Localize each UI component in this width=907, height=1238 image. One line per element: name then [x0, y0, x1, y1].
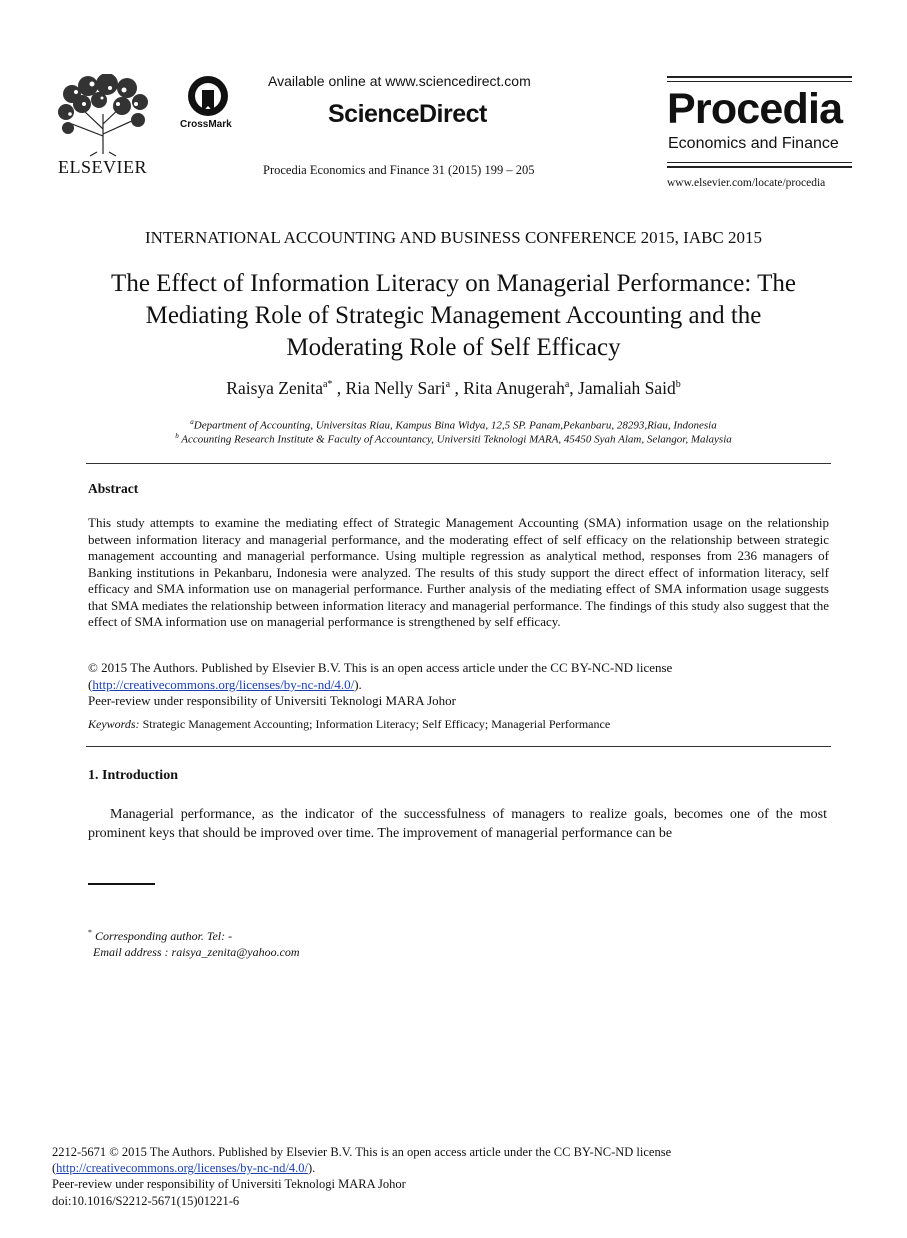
- available-online: Available online at www.sciencedirect.com: [268, 73, 531, 89]
- keywords: [88, 717, 610, 732]
- paren-open: (: [52, 1161, 57, 1175]
- footnote-email: Email address : raisya_zenita@yahoo.com: [93, 945, 300, 959]
- author-separator: ,: [569, 378, 579, 398]
- paper-title: [60, 268, 847, 364]
- procedia-rule-bottom: [667, 166, 852, 168]
- footnote-mark: *: [88, 928, 92, 937]
- author-separator: ,: [332, 378, 346, 398]
- author-affil-mark: a: [564, 379, 570, 391]
- procedia-subtitle: Economics and Finance: [668, 135, 839, 152]
- author-name: Jamaliah Said: [578, 378, 676, 398]
- footer-peer-review: Peer-review under responsibility of Universiti Teknologi MARA Johor: [52, 1177, 406, 1191]
- paren-close: ).: [354, 677, 362, 692]
- peer-review-line: Peer-review under responsibility of Universiti Teknologi MARA Johor: [88, 693, 456, 708]
- paren-open: (: [88, 677, 93, 692]
- journal-reference: Procedia Economics and Finance 31 (2015) 199 – 205: [263, 163, 535, 177]
- paren-close: ).: [307, 1161, 316, 1175]
- affiliation-text: Accounting Research Institute & Faculty of Accountancy, Universiti Teknologi MARA, 45450 Syah Alam, Selangor, Malaysia: [178, 433, 732, 446]
- footer-license-line: 2212-5671 © 2015 The Authors. Published by Elsevier B.V. This is an open access article under the CC BY-NC-ND license: [52, 1145, 672, 1159]
- procedia-rule-bottom-thin: [667, 162, 852, 163]
- title-line: The Effect of Information Literacy on Managerial Performance: The: [111, 270, 796, 297]
- publisher-logo-text: ELSEVIER: [58, 157, 147, 177]
- author-affil-mark: b: [675, 379, 681, 391]
- author-list: [0, 378, 907, 399]
- abstract-heading: Abstract: [88, 481, 139, 496]
- footnote-rule: [88, 883, 155, 885]
- author-affil-mark: a: [445, 379, 451, 391]
- affiliation-text: Department of Accounting, Universitas Riau, Kampus Bina Widya, 12,5 SP. Panam,Pekanbaru, 28293,Riau, Indonesia: [193, 419, 717, 432]
- intro-heading: 1. Introduction: [88, 768, 178, 783]
- license-link[interactable]: http://creativecommons.org/licenses/by-nc-nd/4.0/: [92, 677, 355, 692]
- sciencedirect-logo: ScienceDirect: [328, 100, 487, 128]
- title-line: Moderating Role of Self Efficacy: [286, 334, 621, 361]
- footer-doi[interactable]: doi:10.1016/S2212-5671(15)01221-6: [52, 1194, 240, 1208]
- affiliation-a: [0, 418, 907, 432]
- procedia-rule-top: [667, 76, 852, 78]
- intro-text: Managerial performance, as the indicator of the successfulness of managers to realize goals, becomes one of the most prominent keys that should be improved over time. The improvement of managerial performance can be: [88, 807, 827, 841]
- abstract-text: This study attempts to examine the mediating effect of Strategic Management Accounting (SMA) information usage on the relationship between information literacy and managerial performance, and the moderating effect of self efficacy on the relationship between strategic management accounting and managerial performance. Using multiple regression as analytical method, responses from 236 managers of Banking institutions in Pekanbaru, Indonesia were analyzed. The results of this study support the direct effect of information literacy, self efficacy and SMA information use on managerial performance. Further analysis of the mediating effect of SMA information usage suggests that SMA mediates the relationship between information literacy and managerial performance. The findings of this study also suggest that the effect of SMA information use on managerial performance is strengthened by self efficacy.: [88, 515, 829, 629]
- affiliation-mark: b: [175, 432, 179, 440]
- license-line: © 2015 The Authors. Published by Elsevier B.V. This is an open access article under the CC BY-NC-ND license: [88, 660, 673, 675]
- license-link-line: [88, 677, 362, 693]
- affiliation-mark: a: [190, 418, 194, 426]
- footer-link-line: [52, 1161, 315, 1176]
- author-name: Ria Nelly Sari: [345, 378, 446, 398]
- author-name: Rita Anugerah: [463, 378, 565, 398]
- author-separator: ,: [450, 378, 464, 398]
- crossmark-label: CrossMark: [180, 119, 232, 130]
- conference-name: INTERNATIONAL ACCOUNTING AND BUSINESS CONFERENCE 2015, IABC 2015: [144, 228, 763, 247]
- keywords-label: Keywords:: [88, 717, 140, 731]
- divider-bottom: [86, 746, 831, 747]
- procedia-rule-top-thin: [667, 81, 852, 82]
- procedia-logo: Procedia: [667, 85, 843, 133]
- journal-url[interactable]: www.elsevier.com/locate/procedia: [667, 177, 826, 189]
- keywords-text: Strategic Management Accounting; Information Literacy; Self Efficacy; Managerial Performance: [139, 717, 611, 731]
- author-affil-mark: a*: [322, 379, 333, 391]
- title-line: Mediating Role of Strategic Management Accounting and the: [145, 302, 762, 329]
- author-name: Raisya Zenita: [226, 378, 323, 398]
- footnote-corresponding: [88, 928, 232, 944]
- divider-top: [86, 463, 831, 464]
- affiliation-b: [0, 432, 907, 446]
- footnote-corresponding-text: Corresponding author. Tel: -: [92, 929, 233, 943]
- footer-license-link[interactable]: http://creativecommons.org/licenses/by-nc-nd/4.0/: [56, 1161, 308, 1175]
